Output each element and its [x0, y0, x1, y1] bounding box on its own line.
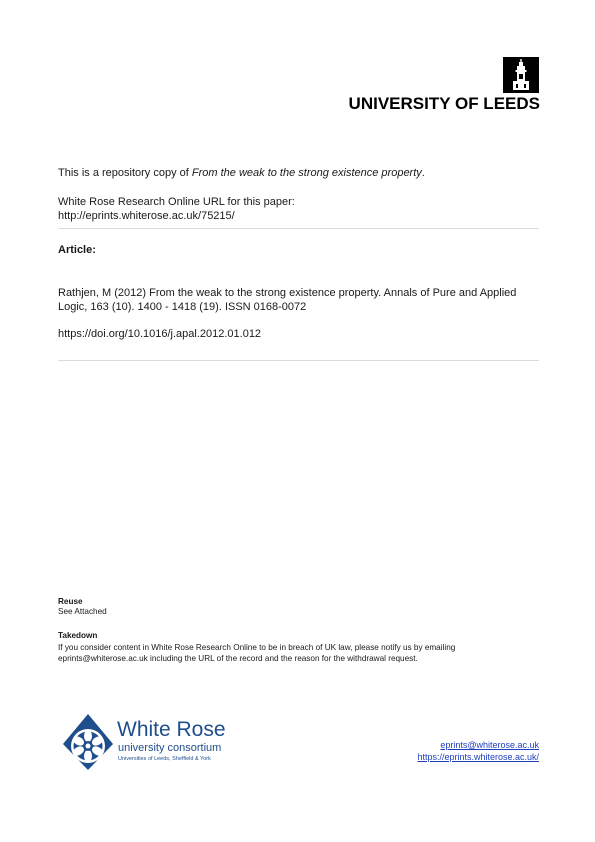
article-citation: Rathjen, M (2012) From the weak to the strong existence property. Annals of Pure and Applied Logic, 163 (10). 1400 - 1418 (19). ISSN 0168-0072 [58, 287, 517, 313]
leeds-wordmark: UNIVERSITY OF LEEDS [348, 94, 540, 113]
white-rose-title: White Rose [117, 718, 226, 741]
article-doi: https://doi.org/10.1016/j.apal.2012.01.012 [58, 328, 262, 340]
white-rose-logo [62, 713, 237, 771]
repository-intro: This is a repository copy of [58, 167, 192, 179]
white-rose-emblem-icon [62, 713, 114, 771]
eprints-site-link[interactable]: https://eprints.whiterose.ac.uk/ [417, 752, 539, 762]
repository-end: . [421, 167, 425, 179]
white-rose-subtitle: university consortium [118, 742, 222, 754]
university-of-leeds-logo [348, 57, 540, 113]
takedown-heading: Takedown [58, 631, 98, 640]
paper-url: http://eprints.whiterose.ac.uk/75215/ [58, 210, 235, 222]
repository-copy-line [58, 166, 425, 180]
divider [58, 228, 539, 229]
takedown-text: If you consider content in White Rose Research Online to be in breach of UK law, please notify us by emailing eprints@whiterose.ac.uk including the URL of the record and the reason for the withdrawal request. [58, 643, 456, 663]
paper-title: From the weak to the strong existence property [191, 167, 422, 179]
article-heading: Article: [58, 244, 96, 256]
reuse-text: See Attached [58, 607, 107, 616]
leeds-crest-icon [503, 57, 539, 93]
reuse-heading: Reuse [58, 597, 83, 606]
white-rose-partners: Universities of Leeds, Sheffield & York [118, 756, 211, 762]
url-label: White Rose Research Online URL for this paper: [58, 196, 295, 208]
contact-email-link[interactable]: eprints@whiterose.ac.uk [440, 740, 539, 750]
divider [58, 360, 539, 361]
